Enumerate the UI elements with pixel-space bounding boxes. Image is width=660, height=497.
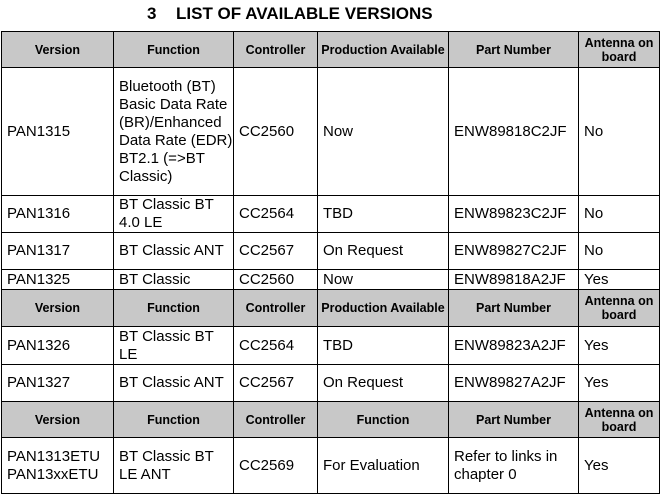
cell-antenna: No bbox=[579, 233, 660, 270]
cell-controller: CC2560 bbox=[234, 68, 318, 196]
cell-antenna: Yes bbox=[579, 327, 660, 365]
header-controller: Controller bbox=[234, 402, 318, 438]
header-version: Version bbox=[2, 290, 114, 327]
cell-antenna: Yes bbox=[579, 438, 660, 494]
cell-part-number: ENW89818C2JF bbox=[449, 68, 579, 196]
section-number: 3 bbox=[147, 4, 157, 23]
versions-table bbox=[1, 31, 660, 494]
header-part-number: Part Number bbox=[449, 402, 579, 438]
cell-antenna: Yes bbox=[579, 270, 660, 290]
cell-version: PAN1317 bbox=[2, 233, 114, 270]
cell-function: BT Classic BT LE ANT bbox=[114, 438, 234, 494]
header-production: Production Available bbox=[318, 290, 449, 327]
header-antenna: Antenna on board bbox=[579, 32, 660, 68]
cell-version: PAN1326 bbox=[2, 327, 114, 365]
header-controller: Controller bbox=[234, 32, 318, 68]
cell-production: Now bbox=[318, 68, 449, 196]
cell-function: BT Classic BT LE bbox=[114, 327, 234, 365]
cell-production: TBD bbox=[318, 327, 449, 365]
cell-production: TBD bbox=[318, 196, 449, 233]
header-version: Version bbox=[2, 32, 114, 68]
cell-antenna: No bbox=[579, 196, 660, 233]
cell-function: BT Classic bbox=[114, 270, 234, 290]
cell-function: BT Classic ANT bbox=[114, 365, 234, 402]
cell-production: Now bbox=[318, 270, 449, 290]
cell-part-number: ENW89827A2JF bbox=[449, 365, 579, 402]
table-row bbox=[2, 365, 660, 402]
table-row bbox=[2, 196, 660, 233]
cell-part-number: ENW89823A2JF bbox=[449, 327, 579, 365]
cell-version: PAN1313ETU PAN13xxETU bbox=[2, 438, 114, 494]
header-part-number: Part Number bbox=[449, 290, 579, 327]
header-antenna: Antenna on board bbox=[579, 402, 660, 438]
table-row bbox=[2, 233, 660, 270]
header-function: Function bbox=[114, 32, 234, 68]
header-controller: Controller bbox=[234, 290, 318, 327]
cell-function: BT Classic ANT bbox=[114, 233, 234, 270]
table-row bbox=[2, 68, 660, 196]
cell-part-number: ENW89823C2JF bbox=[449, 196, 579, 233]
section-title: LIST OF AVAILABLE VERSIONS bbox=[176, 4, 433, 23]
header-function: Function bbox=[114, 402, 234, 438]
cell-function: Bluetooth (BT) Basic Data Rate (BR)/Enhanced Data Rate (EDR) BT2.1 (=>BT Classic) bbox=[114, 68, 234, 196]
cell-production: For Evaluation bbox=[318, 438, 449, 494]
table-header-row bbox=[2, 402, 660, 438]
cell-production: On Request bbox=[318, 233, 449, 270]
table-header-row bbox=[2, 32, 660, 68]
cell-version: PAN1315 bbox=[2, 68, 114, 196]
cell-controller: CC2564 bbox=[234, 327, 318, 365]
cell-antenna: No bbox=[579, 68, 660, 196]
cell-function: BT Classic BT 4.0 LE bbox=[114, 196, 234, 233]
cell-part-number: Refer to links in chapter 0 bbox=[449, 438, 579, 494]
cell-controller: CC2560 bbox=[234, 270, 318, 290]
cell-controller: CC2569 bbox=[234, 438, 318, 494]
header-production: Production Available bbox=[318, 32, 449, 68]
cell-controller: CC2564 bbox=[234, 196, 318, 233]
table-header-row bbox=[2, 290, 660, 327]
cell-production: On Request bbox=[318, 365, 449, 402]
cell-version: PAN1327 bbox=[2, 365, 114, 402]
cell-controller: CC2567 bbox=[234, 365, 318, 402]
cell-part-number: ENW89827C2JF bbox=[449, 233, 579, 270]
cell-antenna: Yes bbox=[579, 365, 660, 402]
section-heading bbox=[0, 3, 660, 25]
header-version: Version bbox=[2, 402, 114, 438]
table-row bbox=[2, 438, 660, 494]
cell-version: PAN1316 bbox=[2, 196, 114, 233]
table-row bbox=[2, 327, 660, 365]
cell-controller: CC2567 bbox=[234, 233, 318, 270]
header-antenna: Antenna on board bbox=[579, 290, 660, 327]
cell-version: PAN1325 bbox=[2, 270, 114, 290]
header-function: Function bbox=[114, 290, 234, 327]
cell-part-number: ENW89818A2JF bbox=[449, 270, 579, 290]
table-row bbox=[2, 270, 660, 290]
header-function-alt: Function bbox=[318, 402, 449, 438]
header-part-number: Part Number bbox=[449, 32, 579, 68]
